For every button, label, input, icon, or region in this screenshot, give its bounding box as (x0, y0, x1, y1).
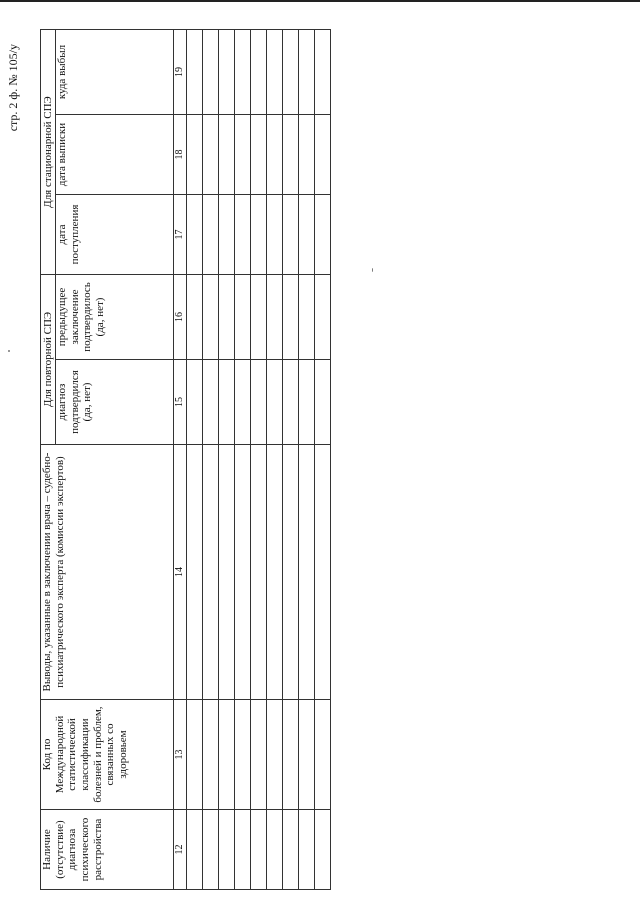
header-col15: диагноз подтвердился (да, нет) (56, 360, 174, 445)
table-row (203, 30, 219, 890)
table-cell[interactable] (315, 445, 331, 700)
table-cell[interactable] (315, 195, 331, 275)
table-cell[interactable] (219, 115, 235, 195)
table-cell[interactable] (299, 445, 315, 700)
scan-speck (372, 268, 373, 272)
table-row (251, 30, 267, 890)
table-cell[interactable] (299, 700, 315, 810)
table-cell[interactable] (235, 360, 251, 445)
column-number: 18 (174, 115, 187, 195)
column-number: 13 (174, 700, 187, 810)
table-cell[interactable] (299, 360, 315, 445)
column-number-row (174, 30, 187, 890)
table-cell[interactable] (267, 360, 283, 445)
table-cell[interactable] (187, 360, 203, 445)
table-cell[interactable] (219, 195, 235, 275)
table-cell[interactable] (187, 810, 203, 890)
table-row (315, 30, 331, 890)
table-cell[interactable] (267, 115, 283, 195)
table-cell[interactable] (219, 30, 235, 115)
table-row (283, 30, 299, 890)
table-cell[interactable] (203, 360, 219, 445)
table-cell[interactable] (283, 810, 299, 890)
table-cell[interactable] (283, 275, 299, 360)
table-cell[interactable] (299, 195, 315, 275)
table-cell[interactable] (283, 115, 299, 195)
table-cell[interactable] (283, 445, 299, 700)
table-cell[interactable] (203, 30, 219, 115)
column-number: 15 (174, 360, 187, 445)
column-number: 19 (174, 30, 187, 115)
table-cell[interactable] (203, 275, 219, 360)
table-cell[interactable] (187, 115, 203, 195)
header-col13: Код по Международной статистической классификации болезней и проблем, связанных со здоровьем (41, 700, 174, 810)
column-number: 17 (174, 195, 187, 275)
table-cell[interactable] (187, 275, 203, 360)
table-cell[interactable] (219, 445, 235, 700)
header-repeat-group: Для повторной СПЭ (41, 275, 56, 445)
table-cell[interactable] (219, 275, 235, 360)
table-row (235, 30, 251, 890)
table-cell[interactable] (219, 700, 235, 810)
header-col17: дата поступления (56, 195, 174, 275)
header-col12: Наличие (отсутствие) диагноза психического расстройства (41, 810, 174, 890)
table-cell[interactable] (203, 810, 219, 890)
expertise-register-table (40, 29, 331, 890)
table-cell[interactable] (251, 810, 267, 890)
table-cell[interactable] (251, 700, 267, 810)
header-col14: Выводы, указанные в заключении врача – судебно-психиатрического эксперта (комиссии экспертов) (41, 445, 174, 700)
table-cell[interactable] (251, 30, 267, 115)
table-cell[interactable] (299, 30, 315, 115)
table-cell[interactable] (251, 275, 267, 360)
table-cell[interactable] (299, 115, 315, 195)
table-cell[interactable] (283, 195, 299, 275)
header-col18: дата выписки (56, 115, 174, 195)
table-cell[interactable] (187, 445, 203, 700)
table-cell[interactable] (251, 445, 267, 700)
table-row (187, 30, 203, 890)
table-cell[interactable] (315, 115, 331, 195)
table-cell[interactable] (267, 700, 283, 810)
table-cell[interactable] (187, 30, 203, 115)
table-cell[interactable] (235, 275, 251, 360)
table-cell[interactable] (267, 445, 283, 700)
table-cell[interactable] (219, 360, 235, 445)
table-cell[interactable] (283, 700, 299, 810)
header-col19: куда выбыл (56, 30, 174, 115)
table-cell[interactable] (315, 275, 331, 360)
table-cell[interactable] (235, 810, 251, 890)
table-cell[interactable] (219, 810, 235, 890)
table-cell[interactable] (203, 445, 219, 700)
table-cell[interactable] (299, 810, 315, 890)
table-cell[interactable] (235, 30, 251, 115)
table-cell[interactable] (315, 360, 331, 445)
column-number: 14 (174, 445, 187, 700)
table-cell[interactable] (235, 195, 251, 275)
table-row (267, 30, 283, 890)
table-cell[interactable] (315, 30, 331, 115)
column-number: 12 (174, 810, 187, 890)
table-cell[interactable] (187, 195, 203, 275)
table-cell[interactable] (187, 700, 203, 810)
page-reference: стр. 2 ф. № 105/у (6, 44, 20, 132)
table-cell[interactable] (315, 810, 331, 890)
table-cell[interactable] (267, 810, 283, 890)
table-cell[interactable] (283, 360, 299, 445)
table-cell[interactable] (235, 700, 251, 810)
table-cell[interactable] (203, 195, 219, 275)
table-cell[interactable] (267, 275, 283, 360)
table-cell[interactable] (203, 115, 219, 195)
table-cell[interactable] (283, 30, 299, 115)
top-border-line (0, 0, 640, 2)
table-cell[interactable] (251, 195, 267, 275)
table-cell[interactable] (251, 115, 267, 195)
table-row (219, 30, 235, 890)
table-cell[interactable] (267, 195, 283, 275)
column-number: 16 (174, 275, 187, 360)
table-cell[interactable] (235, 445, 251, 700)
rotated-form-content (6, 30, 310, 890)
table-cell[interactable] (251, 360, 267, 445)
scan-speck (8, 350, 10, 352)
table-cell[interactable] (299, 275, 315, 360)
table-cell[interactable] (235, 115, 251, 195)
table-cell[interactable] (267, 30, 283, 115)
header-col16: предыдущее заключение подтвердилось (да, нет) (56, 275, 174, 360)
table-cell[interactable] (315, 700, 331, 810)
table-cell[interactable] (203, 700, 219, 810)
table-row (299, 30, 315, 890)
header-inpatient-group: Для стационарной СПЭ (41, 30, 56, 275)
